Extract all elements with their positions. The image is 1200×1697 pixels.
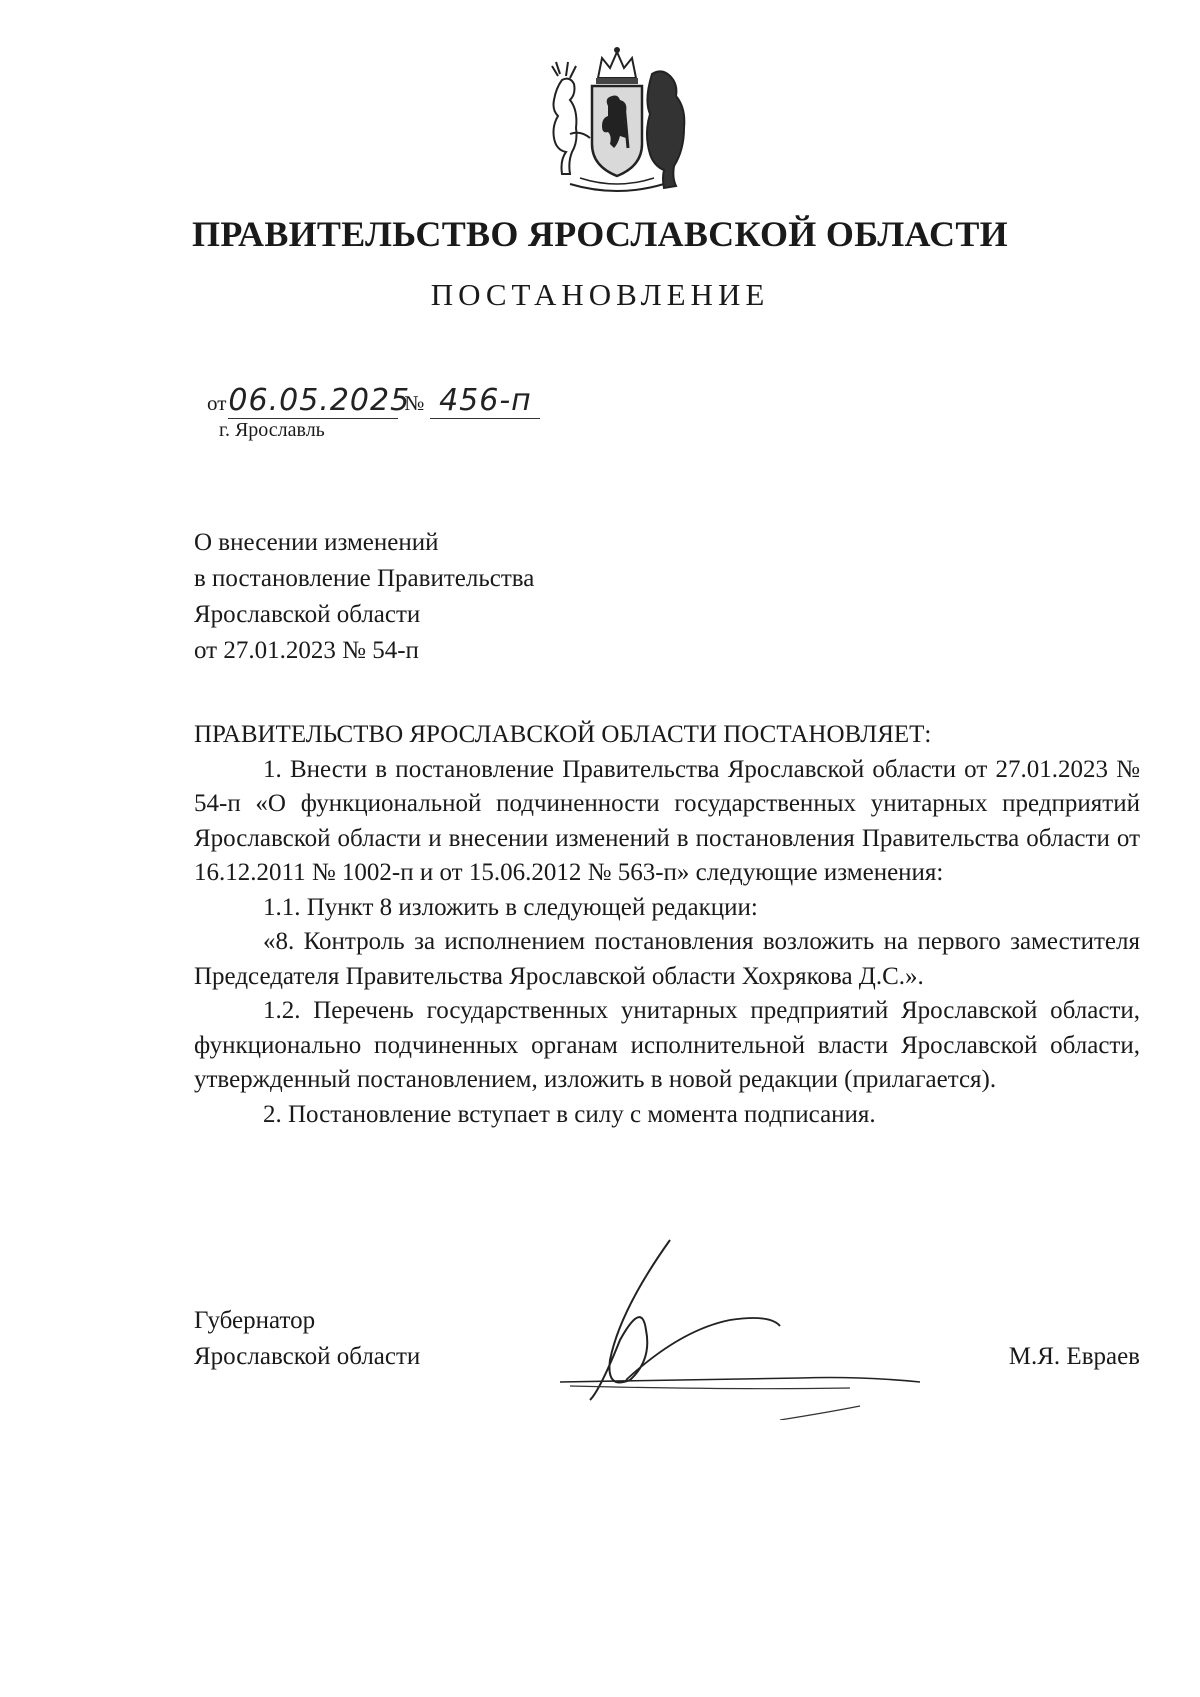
date-prefix: от <box>207 391 227 415</box>
document-type-heading: ПОСТАНОВЛЕНИЕ <box>430 277 770 312</box>
handwritten-signature-icon <box>560 1230 960 1420</box>
number-sign: № <box>404 391 425 415</box>
preamble: ПРАВИТЕЛЬСТВО ЯРОСЛАВСКОЙ ОБЛАСТИ ПОСТАНОВЛЯЕТ: <box>194 721 932 748</box>
body-paragraph: 1.2. Перечень государственных унитарных предприятий Ярославской области, функционально подчиненных органам исполнительной власти Ярославской области, утвержденный постановлением, изложить в новой редакции (прилагается). <box>194 997 1140 1093</box>
subject-line: О внесении изменений <box>194 529 439 556</box>
body-paragraph: «8. Контроль за исполнением постановления возложить на первого заместителя Председателя Правительства Ярославской области Хохрякова Д.С.». <box>194 928 1140 990</box>
subject-line: от 27.01.2023 № 54-п <box>194 637 419 664</box>
subject-line: Ярославской области <box>194 601 421 628</box>
body-paragraph: 1.1. Пункт 8 изложить в следующей редакции: <box>263 893 758 921</box>
document-date: 06.05.2025 <box>228 383 411 418</box>
document-subject <box>194 525 534 669</box>
subject-line: в постановление Правительства <box>194 565 535 592</box>
position-line: Губернатор <box>194 1307 316 1334</box>
body-paragraph: 1. Внести в постановление Правительства Ярославской области от 27.01.2023 № 54-п «О функциональной подчиненности государственных унитарных предприятий Ярославской области и внесении изменений в постановления Правительства области от 16.12.2011 № 1002-п и от 15.06.2012 № 563-п» следующие изменения: <box>194 755 1140 886</box>
document-body <box>194 718 1140 1132</box>
registration-line <box>207 383 540 419</box>
signatory-name: М.Я. Евраев <box>1008 1343 1140 1370</box>
yaroslavl-coat-of-arms-icon <box>540 44 695 201</box>
body-paragraph: 2. Постановление вступает в силу с момента подписания. <box>263 1100 876 1128</box>
document-city: г. Ярославль <box>219 419 325 441</box>
position-line: Ярославской области <box>194 1343 421 1370</box>
signatory-position <box>194 1303 420 1375</box>
government-title: ПРАВИТЕЛЬСТВО ЯРОСЛАВСКОЙ ОБЛАСТИ <box>192 214 1008 254</box>
document-number: 456-п <box>430 383 540 419</box>
